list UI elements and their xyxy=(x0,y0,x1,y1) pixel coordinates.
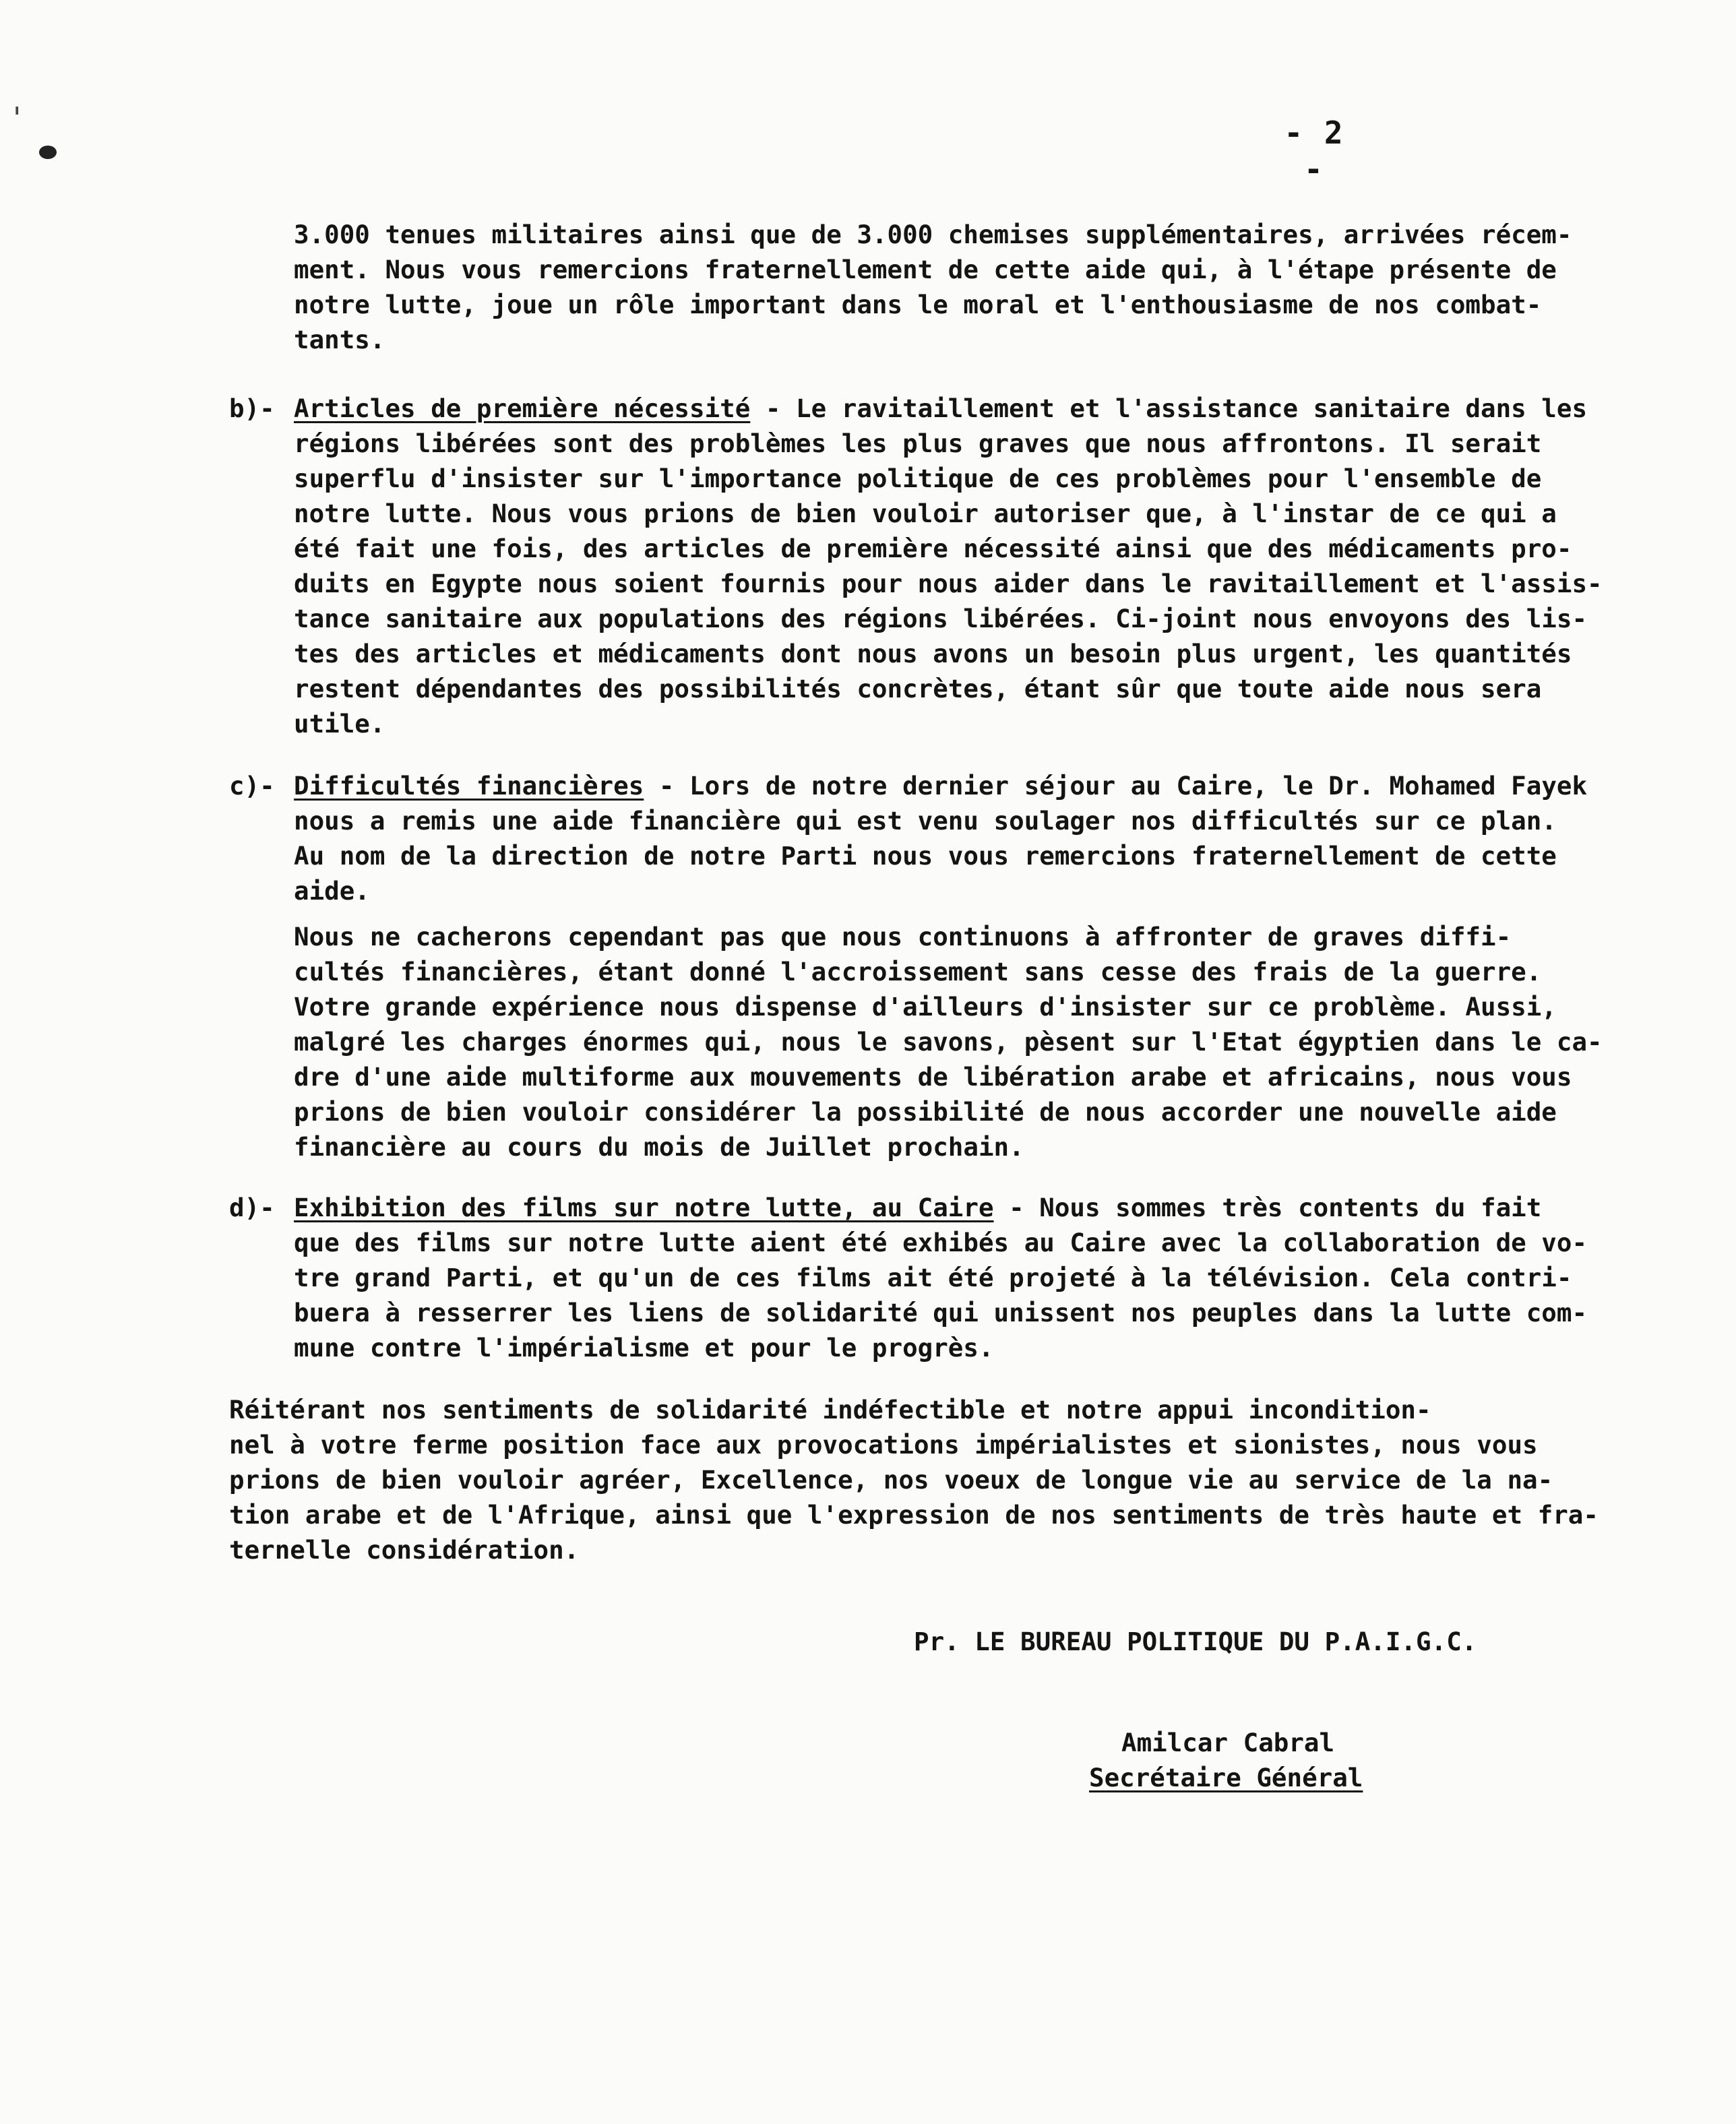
signature-name: Amilcar Cabral xyxy=(1121,1728,1335,1757)
section-text: - Nous sommes très contents du fait que des films sur notre lutte aient été exhibés au Caire avec la collaboration de vo- tre grand Parti, et qu'un de ces films ait été projeté à la télévision. Cela contri- buera à resserrer les liens de solidarité qui unissent nos peuples dans la lutte com- mune contre l'impérialisme et pour le progrès. xyxy=(294,1193,1588,1363)
section-text: - Le ravitaillement et l'assistance sanitaire dans les régions libérées sont des problèmes les plus graves que nous affrontons. Il serait superflu d'insister sur l'importance politique de ces problèmes pour l'ensemble de notre lutte. Nous vous prions de bien vouloir autoriser que, à l'instar de ce qui a été fait une fois, des articles de première nécessité ainsi que des médicaments pro- duits en Egypte nous soient fournis pour nous aider dans le ravitaillement et l'assis- tance sanitaire aux populations des régions libérées. Ci-joint nous envoyons des lis- tes des articles et médicaments dont nous avons un besoin plus urgent, les quantités restent dépendantes des possibilités concrètes, étant sûr que toute aide nous sera utile. xyxy=(294,394,1603,739)
closing-paragraph: Réitérant nos sentiments de solidarité indéfectible et notre appui incondition- nel à votre ferme position face aux provocations impérialistes et sionistes, nous vous prions de bien vouloir agréer, Excellence, nos voeux de longue vie au service de la na- tion arabe et de l'Afrique, ainsi que l'expression de nos sentiments de très haute et fra- ternelle considération. xyxy=(229,1395,1599,1565)
margin-mark: ' xyxy=(8,101,26,135)
signature-title: Secrétaire Général xyxy=(1089,1763,1363,1792)
hole-punch-mark xyxy=(39,146,57,159)
financial-paragraph: Nous ne cacherons cependant pas que nous continuons à affronter de graves diffi- cultés financières, étant donné l'accroissement sans cesse des frais de la guerre. Votre grande expérience nous dispense d'ailleurs d'insister sur ce problème. Aussi, malgré les charges énormes qui, nous le savons, pèsent sur l'Etat égyptien dans le ca- dre d'une aide multiforme aux mouvements de libération arabe et africains, nous vous prions de bien vouloir considérer la possibilité de nous accorder une nouvelle aide financière au cours du mois de Juillet prochain. xyxy=(294,922,1603,1162)
section-body xyxy=(294,768,1635,908)
section-body xyxy=(294,1190,1635,1365)
signature-on-behalf: Pr. LE BUREAU POLITIQUE DU P.A.I.G.C. xyxy=(914,1627,1477,1656)
section-heading: Difficultés financières xyxy=(294,771,644,801)
page-number: - 2 - xyxy=(1284,115,1344,187)
intro-paragraph: 3.000 tenues militaires ainsi que de 3.000 chemises supplémentaires, arrivées récem- ment. Nous vous remercions fraternellement de cette aide qui, à l'étape présente de notre lutte, joue un rôle important dans le moral et l'enthousiasme de nos combat- tants. xyxy=(294,220,1572,354)
section-marker: d)- xyxy=(229,1193,275,1222)
section-marker: b)- xyxy=(229,394,275,423)
section-heading: Articles de première nécessité xyxy=(294,394,751,423)
section-heading: Exhibition des films sur notre lutte, au Caire xyxy=(294,1193,994,1222)
section-text: - Lors de notre dernier séjour au Caire, le Dr. Mohamed Fayek nous a remis une aide financière qui est venu soulager nos difficultés sur ce plan. Au nom de la direction de notre Parti nous vous remercions fraternellement de cette aide. xyxy=(294,771,1588,906)
section-marker: c)- xyxy=(229,771,275,801)
section-body xyxy=(294,391,1635,741)
